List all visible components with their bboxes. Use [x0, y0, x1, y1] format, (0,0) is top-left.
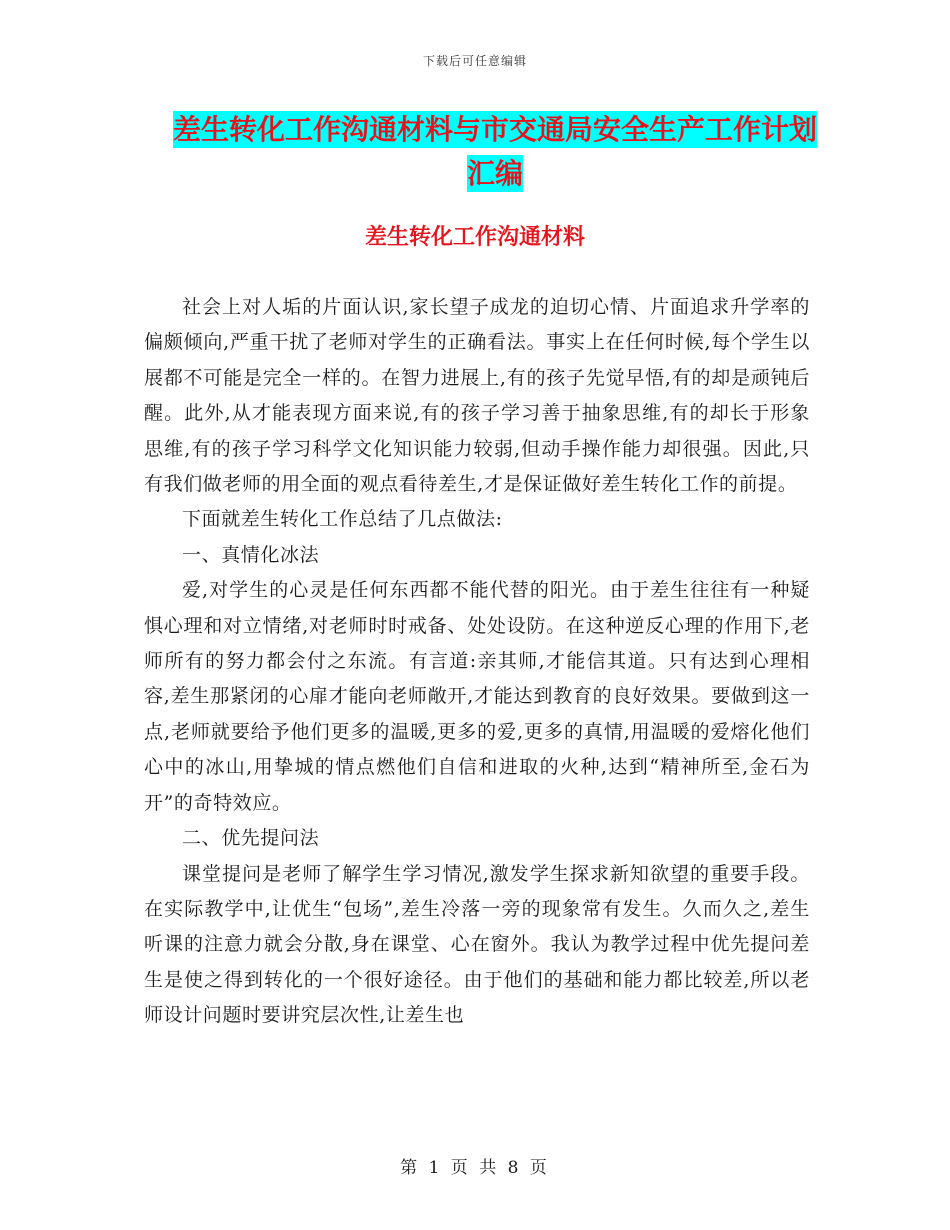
document-body [144, 290, 810, 1034]
subheading: 一、真情化冰法 [182, 543, 320, 566]
header-note: 下载后可任意编辑 [422, 54, 527, 68]
page-number-footer: 第 1 页 共 8 页 [400, 1158, 550, 1178]
document-title-line-2: 汇编 [466, 157, 523, 190]
paragraph: 下面就差生转化工作总结了几点做法: [182, 508, 503, 531]
document-title [150, 108, 840, 196]
section-title: 差生转化工作沟通材料 [364, 225, 585, 250]
document-title-line-1: 差生转化工作沟通材料与市交通局安全生产工作计划 [172, 113, 817, 146]
subheading: 二、优先提问法 [182, 827, 320, 850]
paragraph: 爱,对学生的心灵是任何东西都不能代替的阳光。由于差生往往有一种疑惧心理和对立情绪,对老师时时戒备、处处设防。在这种逆反心理的作用下,老师所有的努力都会付之东流。有言道:亲其师,才能信其道。只有达到心理相容,差生那紧闭的心扉才能向老师敞开,才能达到教育的良好效果。要做到这一点,老师就要给予他们更多的温暖,更多的爱,更多的真情,用温暖的爱熔化他们心中的冰山,用挚城的情点燃他们自信和进取的火种,达到“精神所至,金石为开”的奇特效应。 [144, 579, 810, 814]
paragraph: 社会上对人垢的片面认识,家长望子成龙的迫切心情、片面追求升学率的偏颇倾向,严重干扰了老师对学生的正确看法。事实上在任何时候,每个学生以展都不可能是完全一样的。在智力进展上,有的孩子先觉早悟,有的却是顽钝后醒。此外,从才能表现方面来说,有的孩子学习善于抽象思维,有的却长于形象思维,有的孩子学习科学文化知识能力较弱,但动手操作能力却很强。因此,只有我们做老师的用全面的观点看待差生,才是保证做好差生转化工作的前提。 [144, 296, 810, 496]
paragraph: 课堂提问是老师了解学生学习情况,激发学生探求新知欲望的重要手段。在实际教学中,让优生“包场”,差生冷落一旁的现象常有发生。久而久之,差生听课的注意力就会分散,身在课堂、心在窗外。我认为教学过程中优先提问差生是使之得到转化的一个很好途径。由于他们的基础和能力都比较差,所以老师设计问题时要讲究层次性,让差生也 [144, 862, 810, 1027]
